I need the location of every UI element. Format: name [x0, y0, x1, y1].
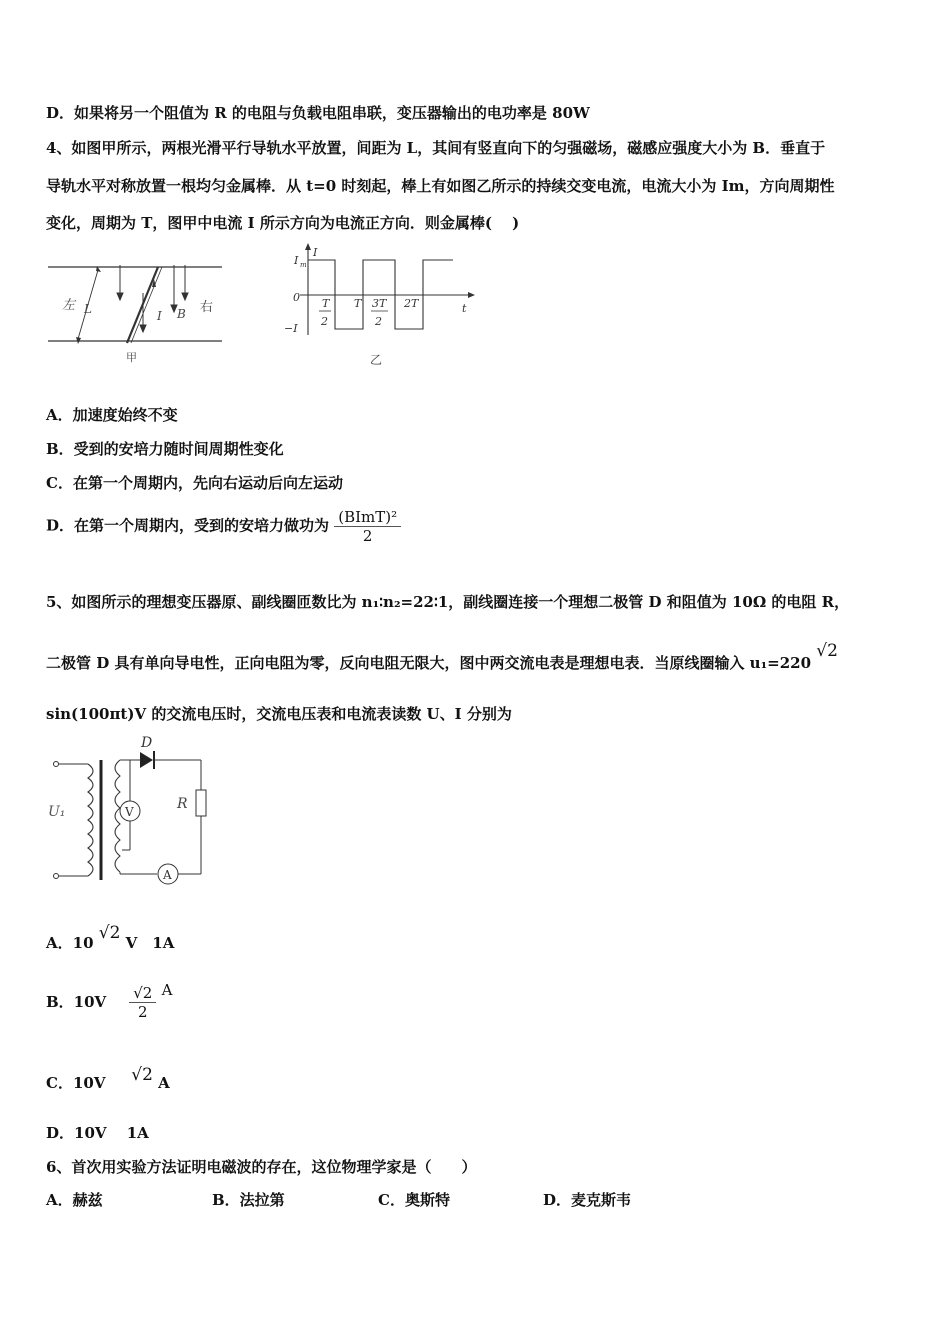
label-Im: I [294, 254, 299, 267]
tick-T-half-den: 2 [321, 315, 328, 328]
label-L: L [84, 302, 92, 316]
q6-option-a: A．赫兹 [46, 1191, 103, 1209]
ammeter-label: A [163, 868, 172, 882]
q5-option-a-pre: A．10 [46, 934, 94, 952]
caption-jia: 甲 [126, 351, 137, 364]
q5-option-a-post: V 1A [125, 934, 175, 952]
tick-3T-half-den: 2 [375, 315, 382, 328]
fraction-denominator: 2 [138, 1003, 148, 1021]
q3-option-d: D．如果将另一个阻值为 R 的电阻与负载电阻串联，变压器输出的电功率是 80W [46, 104, 590, 122]
current-graph-yi [278, 240, 478, 370]
q4-option-a: A．加速度始终不变 [46, 406, 178, 424]
q5-option-c-pre: C．10V [46, 1074, 106, 1092]
tick-3T-half-num: 3T [372, 297, 387, 310]
label-B: B [177, 307, 186, 321]
q5-stem-line2 [46, 641, 838, 673]
q5-option-a [46, 923, 175, 953]
q6-option-d: D．麦克斯韦 [543, 1191, 632, 1209]
transformer-circuit [44, 730, 224, 890]
label-neg-Im: −I [284, 322, 298, 335]
label-origin: 0 [293, 291, 300, 304]
q6-option-c: C．奥斯特 [378, 1191, 450, 1209]
q5-option-d: D．10V 1A [46, 1124, 149, 1142]
q4-option-c: C．在第一个周期内，先向右运动后向左运动 [46, 474, 343, 492]
q5-option-b [46, 980, 173, 1021]
q5-stem-line1: 5、如图所示的理想变压器原、副线圈匝数比为 n₁∶n₂=22∶1，副线圈连接一个理想二极管 D 和阻值为 10Ω 的电阻 R， [46, 593, 850, 611]
q4-stem-line1: 4、如图甲所示，两根光滑平行导轨水平放置，间距为 L，其间有竖直向下的匀强磁场，磁感应强度大小为 B．垂直于 [46, 139, 826, 157]
q6-option-b: B．法拉第 [212, 1191, 285, 1209]
label-left: 左 [62, 298, 76, 313]
q5-option-b-pre: B．10V [46, 992, 107, 1011]
label-I-axis: I [313, 246, 318, 259]
voltmeter-label: V [125, 805, 134, 819]
fraction-numerator: (BImT)² [334, 508, 401, 527]
caption-yi: 乙 [370, 353, 383, 367]
label-right: 右 [200, 300, 214, 315]
label-I: I [157, 309, 162, 323]
sqrt2-symbol: √2 [816, 641, 838, 661]
label-U1: U₁ [48, 804, 66, 820]
q4-option-d-fraction [334, 508, 401, 545]
fraction-numerator: √2 [129, 984, 156, 1003]
sqrt2-symbol: √2 [98, 923, 121, 943]
label-Im-sub: m [300, 261, 307, 269]
q5-option-b-unit: A [161, 980, 173, 999]
q5-option-c-post: A [158, 1074, 170, 1092]
q5-option-b-fraction [129, 984, 156, 1021]
q4-stem-line3: 变化，周期为 T，图甲中电流 I 所示方向为电流正方向．则金属棒( ) [46, 214, 520, 232]
q6-stem: 6、首次用实验方法证明电磁波的存在，这位物理学家是（ ） [46, 1158, 477, 1176]
q5-stem-line3: sin(100πt)V 的交流电压时，交流电压表和电流表读数 U、I 分别为 [46, 705, 512, 723]
fraction-denominator: 2 [362, 527, 373, 545]
q4-stem-line2: 导轨水平对称放置一根均匀金属棒．从 t=0 时刻起，棒上有如图乙所示的持续交变电流，电流大小为 Im，方向周期性 [46, 177, 835, 195]
label-diode-D: D [141, 735, 153, 751]
tick-T: T [354, 297, 362, 310]
q5-stem-line2-text: 二极管 D 具有单向导电性，正向电阻为零，反向电阻无限大，图中两交流电表是理想电表．当原线圈输入 u₁=220 [46, 654, 812, 672]
label-t-axis: t [462, 302, 467, 315]
label-R: R [177, 796, 188, 812]
q5-option-c [46, 1065, 170, 1093]
q4-option-b: B．受到的安培力随时间周期性变化 [46, 440, 284, 458]
rail-diagram-jia [40, 255, 230, 370]
tick-T-half-num: T [322, 297, 330, 310]
q4-option-d-text: D．在第一个周期内，受到的安培力做功为 [46, 516, 330, 535]
sqrt2-symbol: √2 [131, 1065, 153, 1085]
q4-option-d [46, 508, 401, 545]
tick-2T: 2T [404, 297, 419, 310]
